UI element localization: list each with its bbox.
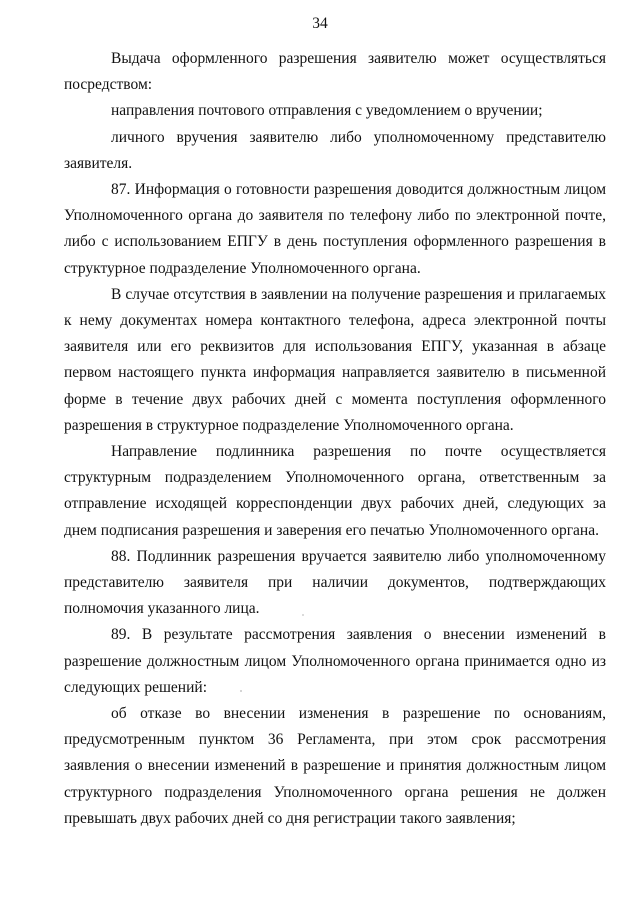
paragraph-mail-sending: Направление подлинника разрешения по почте осуществляется структурным подразделением Уполномоченного органа, ответственным за отправление исходящей корреспонденции двух рабочих дней, следующих за днем подписания разрешения и заверения его печатью Уполномоченного органа.	[64, 443, 606, 539]
paragraph-missing-contacts: В случае отсутствия в заявлении на получение разрешения и прилагаемых к нему документах номера контактного телефона, адреса электронной почты заявителя или его реквизитов для использования ЕПГУ, указанная в абзаце первом настоящего пункта информация направляется заявителю в письменной форме в течение двух рабочих дней с момента поступления оформленного разрешения в структурное подразделение Уполномоченного органа.	[64, 285, 606, 434]
document-body	[64, 46, 606, 832]
page-number: 34	[312, 15, 328, 32]
paragraph-personal-delivery: личного вручения заявителю либо уполномоченному представителю заявителя.	[64, 128, 606, 172]
paragraph-item-88: 88. Подлинник разрешения вручается заявителю либо уполномоченному представителю заявителя при наличии документов, подтверждающих полномочия указанного лица.	[64, 547, 606, 618]
scan-speck	[302, 614, 304, 616]
paragraph-item-89: 89. В результате рассмотрения заявления о внесении изменений в разрешение должностным лицом Уполномоченного органа принимается одно из следующих решений:	[64, 626, 606, 696]
paragraph-refusal-decision: об отказе во внесении изменения в разрешение по основаниям, предусмотренным пунктом 36 Регламента, при этом срок рассмотрения заявления о внесении изменений в разрешение и принятия должностным лицом структурного подразделения Уполномоченного органа решения не должен превышать двух рабочих дней со дня регистрации такого заявления;	[64, 705, 606, 827]
paragraph-postal-delivery: направления почтового отправления с уведомлением о вручении;	[111, 102, 543, 120]
paragraph-issuance-methods: Выдача оформленного разрешения заявителю может осуществляться посредством:	[64, 50, 606, 94]
paragraph-item-87: 87. Информация о готовности разрешения доводится должностным лицом Уполномоченного органа до заявителя по телефону либо по электронной почте, либо с использованием ЕПГУ в день поступления оформленного разрешения в структурное подразделение Уполномоченного органа.	[64, 181, 606, 277]
scan-speck	[240, 690, 242, 692]
